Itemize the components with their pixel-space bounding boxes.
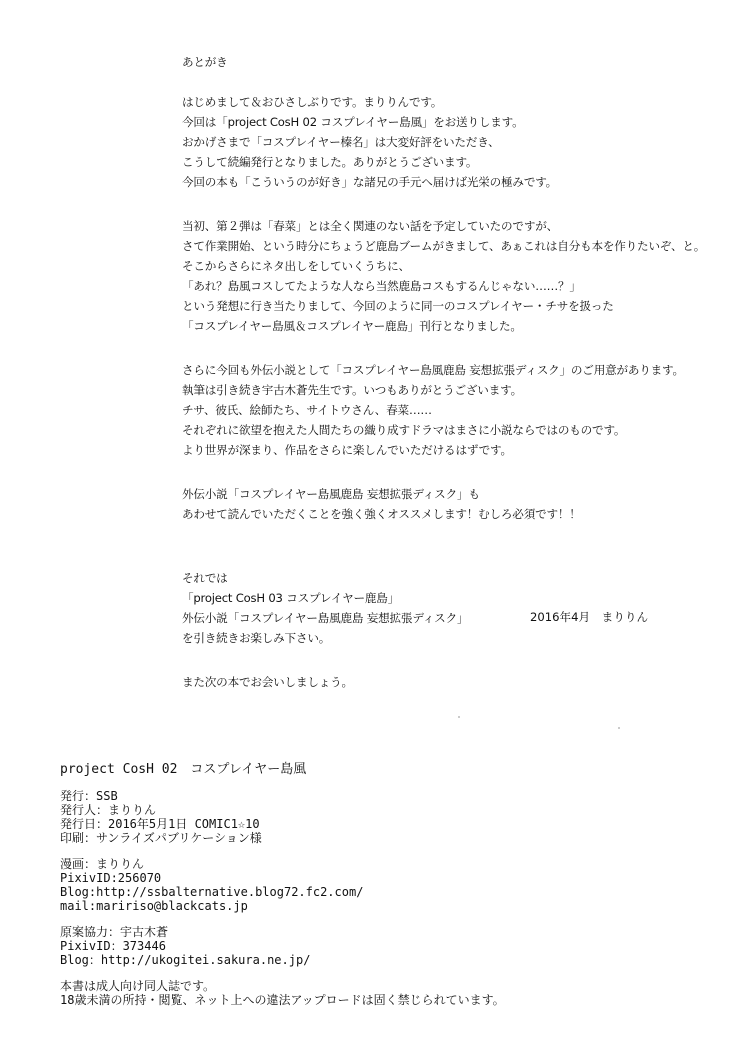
colophon-line: 発行：SSB: [60, 789, 118, 803]
text-line: を引き続きお楽しみ下さい。: [182, 631, 331, 645]
text-line: おかげさまで「コスプレイヤー榛名」は大変好評をいただき、: [182, 135, 500, 149]
colophon-line: Blog：http://ukogitei.sakura.ne.jp/: [60, 953, 311, 967]
afterword-paragraph-5: [182, 568, 702, 648]
text-line: 「コスプレイヤー島風＆コスプレイヤー鹿島」刊行となりました。: [182, 319, 522, 333]
original-story-info: [60, 925, 660, 967]
text-line: 今回の本も「こういうのが好き」な諸兄の手元へ届けば光栄の極みです。: [182, 175, 558, 189]
colophon-title: project CosH 02 コスプレイヤー島風: [60, 762, 307, 777]
text-line: それでは: [182, 571, 228, 585]
date-signature: 2016年4月 まりりん: [530, 610, 649, 624]
text-line: はじめまして＆おひさしぶりです。まりりんです。: [182, 95, 443, 109]
colophon-line: mail:maririso@blackcats.jp: [60, 899, 248, 913]
text-line: チサ、彼氏、絵師たち、サイトウさん、春菜……: [182, 403, 432, 417]
afterword-heading: あとがき: [182, 55, 228, 69]
colophon-line: 発行日：2016年5月1日 COMIC1☆10: [60, 817, 260, 831]
colophon-line: 発行人：まりりん: [60, 803, 157, 817]
text-line: 当初、第２弾は「春菜」とは全く関連のない話を予定していたのですが、: [182, 219, 558, 233]
text-line: こうして続編発行となりました。ありがとうございます。: [182, 155, 478, 169]
text-line: 外伝小説「コスプレイヤー島風鹿島 妄想拡張ディスク」も: [182, 487, 480, 501]
afterword-paragraph-4: [182, 484, 702, 524]
text-line: 「project CosH 03 コスプレイヤー鹿島」: [182, 591, 400, 605]
text-line: 「あれ？島風コスしてたような人なら当然鹿島コスもするんじゃない……？」: [182, 279, 581, 293]
publication-info: [60, 789, 660, 845]
text-line: 外伝小説「コスプレイヤー島風鹿島 妄想拡張ディスク」: [182, 611, 469, 625]
afterword-paragraph-3: [182, 360, 702, 460]
afterword-paragraph-6: [182, 672, 702, 692]
text-line: そこからさらにネタ出しをしていくうちに、: [182, 259, 410, 273]
text-line: それぞれに欲望を抱えた人間たちの織り成すドラマはまさに小説ならではのものです。: [182, 423, 626, 437]
colophon-line: 原案協力：宇古木蒼: [60, 925, 169, 939]
text-line: また次の本でお会いしましょう。: [182, 675, 353, 689]
afterword-paragraph-2: [182, 216, 706, 336]
colophon-line: Blog:http://ssbalternative.blog72.fc2.com/: [60, 885, 364, 899]
afterword-paragraph-1: [182, 92, 702, 192]
text-line: さらに今回も外伝小説として「コスプレイヤー島風鹿島 妄想拡張ディスク」のご用意があります。: [182, 363, 684, 377]
scan-speck: [458, 716, 460, 718]
colophon-line: 漫画：まりりん: [60, 857, 145, 871]
colophon-line: PixivID:256070: [60, 871, 162, 885]
text-line: という発想に行き当たりまして、今回のように同一のコスプレイヤー・チサを扱った: [182, 299, 614, 313]
artist-info: [60, 857, 660, 913]
text-line: さて作業開始、という時分にちょうど鹿島ブームがきまして、あぁこれは自分も本を作りたいぞ、と。: [182, 239, 706, 253]
text-line: あわせて読んでいただくことを強く強くオススメします！むしろ必須です！！: [182, 507, 581, 521]
text-line: より世界が深まり、作品をさらに楽しんでいただけるはずです。: [182, 443, 512, 457]
text-line: 今回は「project CosH 02 コスプレイヤー島風」をお送りします。: [182, 115, 524, 129]
age-notice: [60, 979, 660, 1007]
colophon-section: [60, 763, 660, 1007]
colophon-line: PixivID：373446: [60, 939, 166, 953]
colophon-line: 印刷：サンライズパブリケーション様: [60, 831, 262, 845]
scan-speck: [618, 727, 620, 729]
text-line: 執筆は引き続き宇古木蒼先生です。いつもありがとうございます。: [182, 383, 522, 397]
colophon-line: 18歳未満の所持・閲覧、ネット上への違法アップロードは固く禁じられています。: [60, 993, 505, 1007]
colophon-line: 本書は成人向け同人誌です。: [60, 979, 216, 993]
afterword-section: [182, 52, 706, 692]
